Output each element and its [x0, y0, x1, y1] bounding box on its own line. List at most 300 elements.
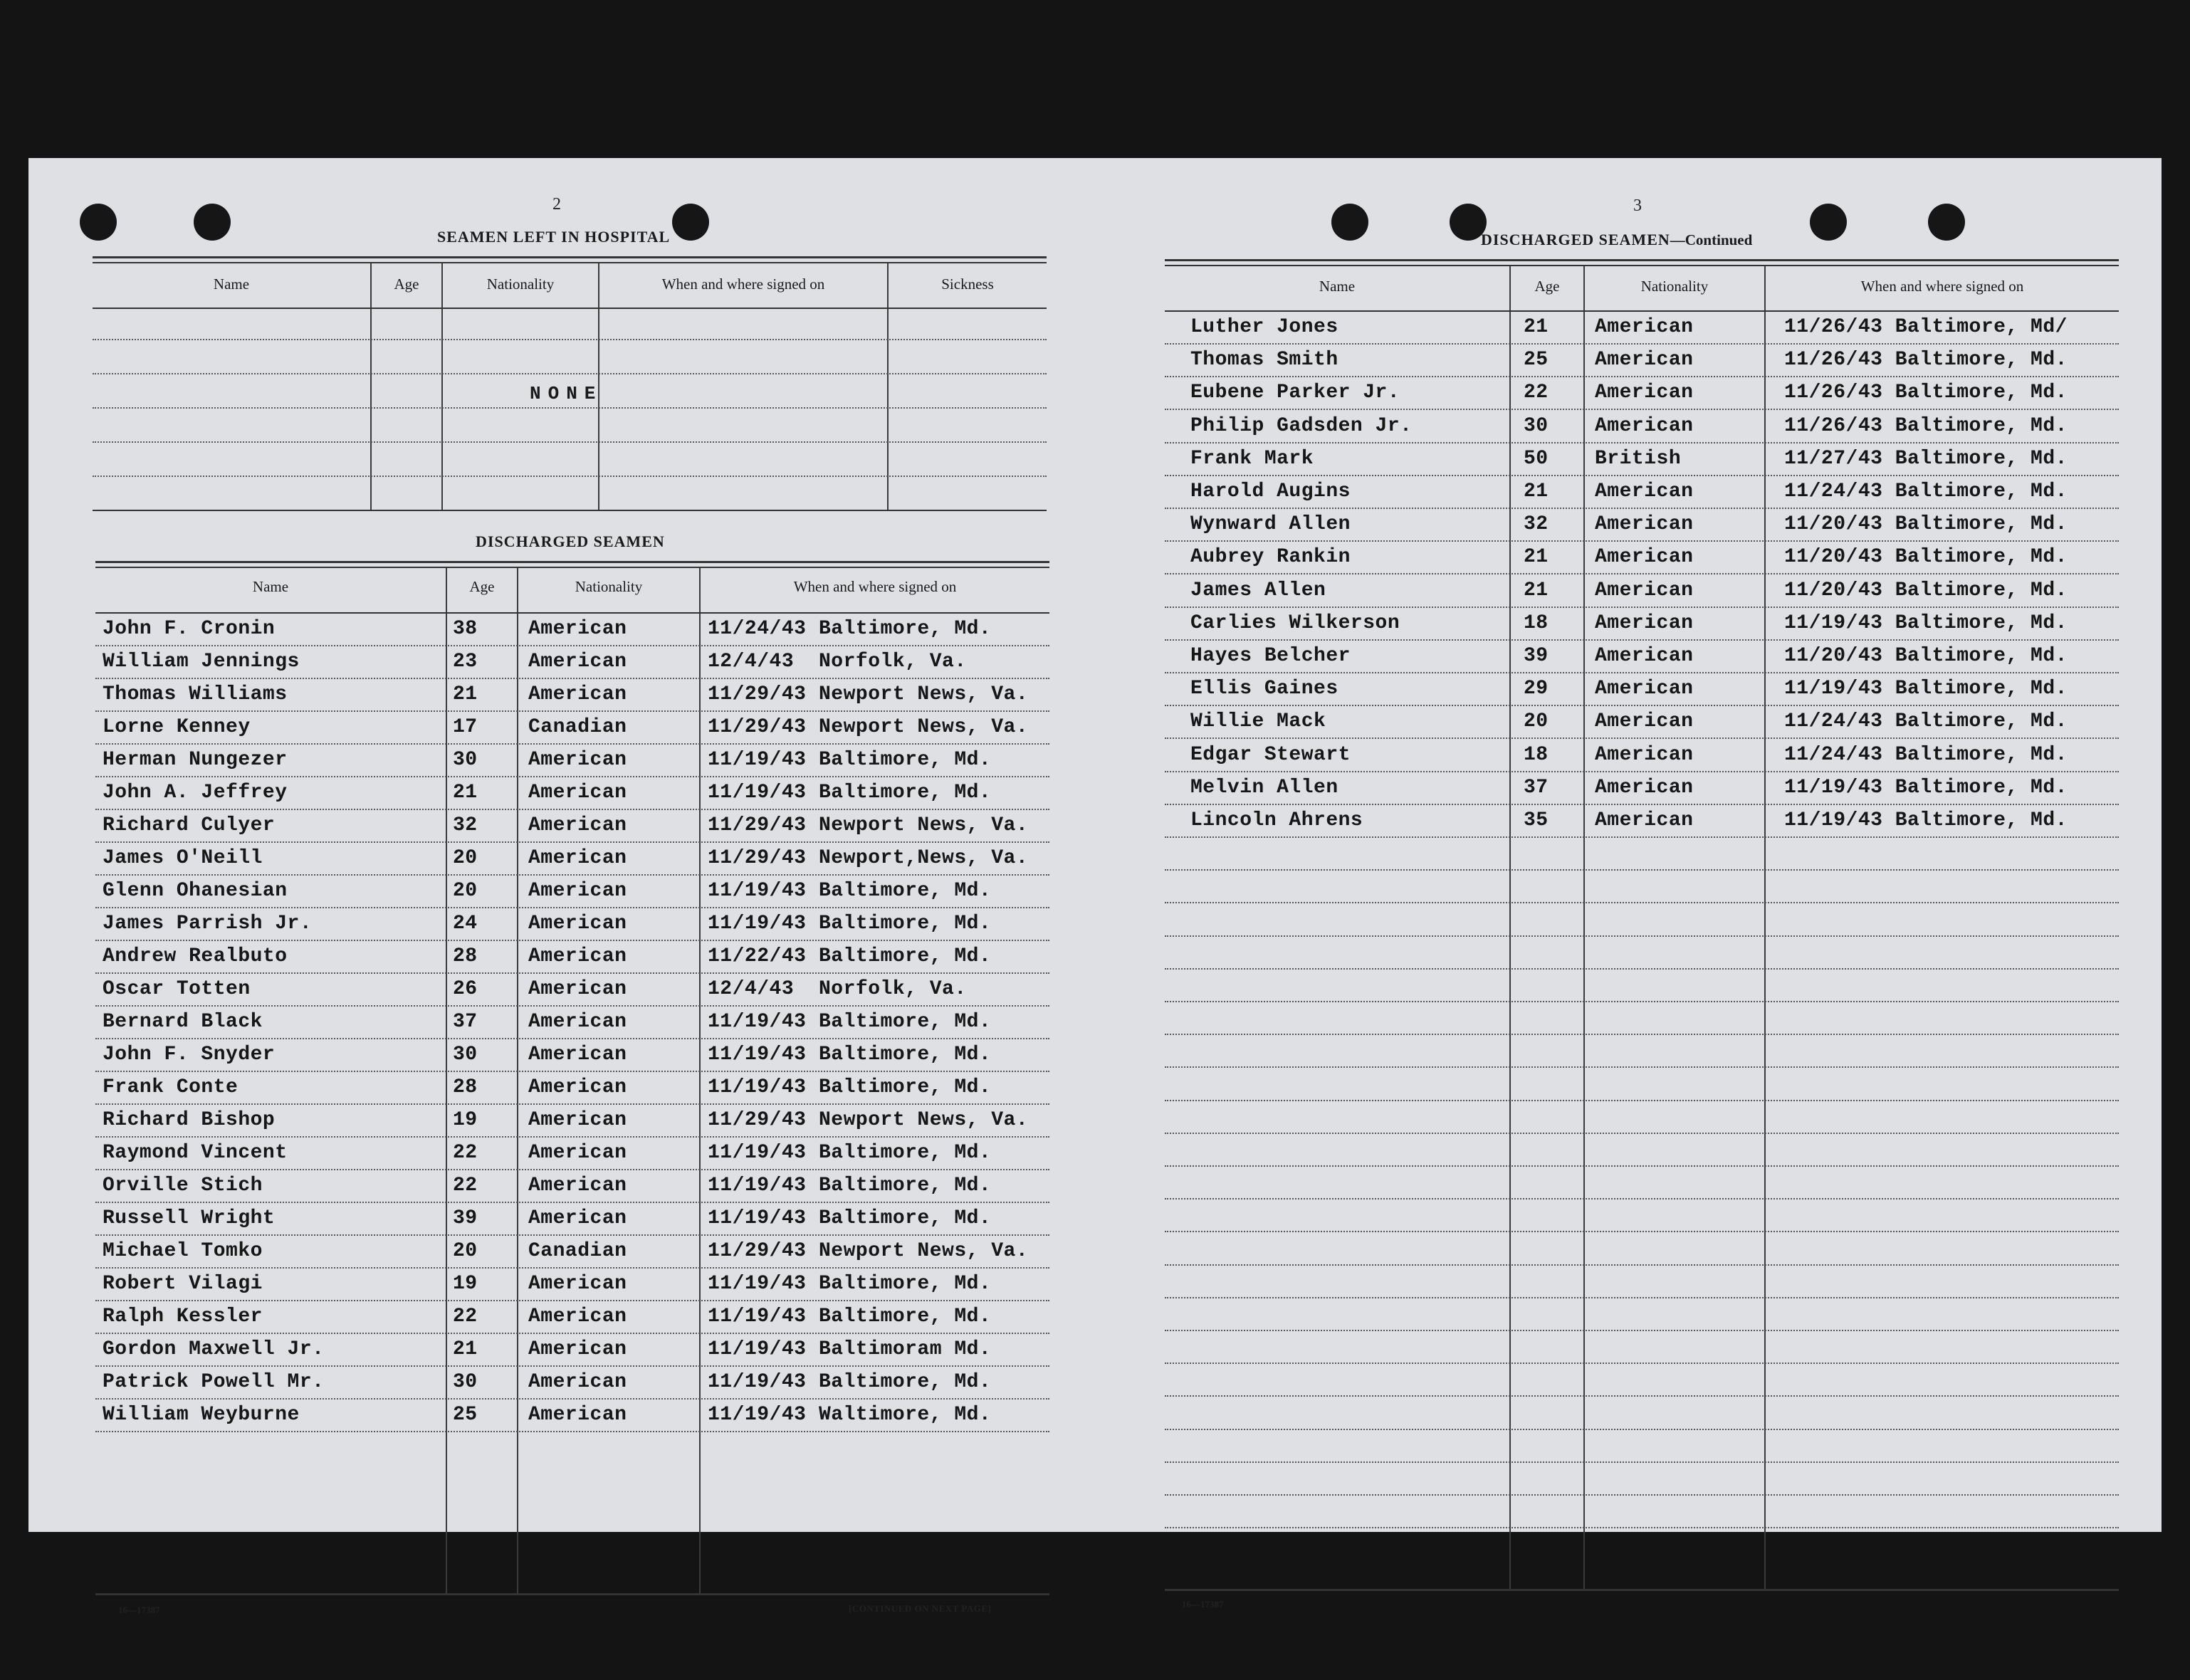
nationality-cell: American [1595, 579, 1694, 602]
place-cell: Baltimore, Md. [819, 1011, 992, 1033]
row-line [95, 1038, 1049, 1039]
row-line [1165, 639, 2119, 641]
date-cell: 11/19/43 [708, 1175, 807, 1197]
name-cell: Russell Wright [103, 1207, 276, 1229]
nationality-cell: American [528, 1011, 627, 1033]
nationality-cell: American [1595, 546, 1694, 568]
signed-on-cell: 11/20/43 Baltimore, Md. [1784, 579, 2068, 602]
date-cell: 11/24/43 [708, 618, 807, 640]
age-cell: 20 [1524, 710, 1549, 733]
nationality-cell: American [528, 1371, 627, 1393]
age-cell: 38 [453, 618, 478, 640]
row-line [1165, 1231, 2119, 1232]
column-divider [1764, 266, 1766, 1589]
age-cell: 18 [1524, 744, 1549, 766]
age-cell: 37 [1524, 777, 1549, 799]
row-line [95, 743, 1049, 745]
date-cell: 11/19/43 [708, 1076, 807, 1098]
row-line [1165, 475, 2119, 476]
name-cell: Glenn Ohanesian [103, 880, 288, 902]
column-divider [441, 263, 443, 510]
signed-on-cell: 11/19/43 Baltimore, Md. [1784, 777, 2068, 799]
date-cell: 11/29/43 [708, 716, 807, 738]
row-line [1165, 442, 2119, 443]
row-line [1165, 1363, 2119, 1364]
row-line [95, 678, 1049, 679]
nationality-cell: American [1595, 382, 1694, 404]
name-cell: James Allen [1190, 579, 1326, 602]
nationality-cell: American [1595, 777, 1694, 799]
age-cell: 21 [1524, 316, 1549, 338]
age-cell: 30 [1524, 415, 1549, 437]
age-cell: 22 [1524, 382, 1549, 404]
nationality-cell: American [528, 847, 627, 869]
nationality-cell: American [528, 683, 627, 705]
row-line [95, 1431, 1049, 1432]
row-line [1165, 409, 2119, 410]
row-line [1165, 573, 2119, 574]
age-cell: 28 [453, 1076, 478, 1098]
header-rule [95, 612, 1049, 614]
punch-hole [194, 204, 231, 241]
place-cell: Baltimore, Md. [819, 1207, 992, 1229]
column-header-name: Name [1319, 278, 1356, 295]
column-header-age: Age [469, 578, 495, 595]
divider [1165, 265, 2119, 266]
age-cell: 30 [453, 749, 478, 771]
date-cell: 11/19/43 [708, 1306, 807, 1328]
age-cell: 26 [453, 978, 478, 1000]
column-header-nationality: Nationality [486, 275, 555, 293]
date-cell: 11/19/43 [708, 1011, 807, 1033]
nationality-cell: American [528, 1207, 627, 1229]
name-cell: William Jennings [103, 651, 300, 673]
nationality-cell: American [528, 749, 627, 771]
column-header-signed-on: When and where signed on [661, 275, 825, 293]
place-cell: Newport News, Va. [819, 683, 1029, 705]
date-cell: 12/4/43 [708, 651, 795, 673]
row-line [95, 1071, 1049, 1072]
nationality-cell: American [1595, 481, 1694, 503]
nationality-cell: American [528, 945, 627, 967]
date-cell: 11/19/43 [708, 913, 807, 935]
discharged-section-title: DISCHARGED SEAMEN [476, 532, 665, 550]
column-divider [370, 263, 372, 510]
place-cell: Norfolk, Va. [819, 651, 967, 673]
row-line [1165, 672, 2119, 673]
row-line [1165, 968, 2119, 970]
name-cell: Patrick Powell Mr. [103, 1371, 325, 1393]
title-suffix: —Continued [1670, 231, 1753, 248]
name-cell: Orville Stich [103, 1175, 263, 1197]
row-line [95, 1398, 1049, 1400]
date-cell: 11/19/43 [708, 1142, 807, 1164]
name-cell: Robert Vilagi [103, 1273, 263, 1295]
age-cell: 21 [1524, 579, 1549, 602]
signed-on-cell: 11/20/43 Baltimore, Md. [1784, 645, 2068, 667]
place-cell: Baltimoram Md. [819, 1338, 992, 1360]
age-cell: 17 [453, 716, 478, 738]
row-line [1165, 1527, 2119, 1528]
nationality-cell: American [528, 1044, 627, 1066]
row-line [1165, 1461, 2119, 1463]
page-number: 2 [552, 195, 561, 214]
column-divider [1583, 266, 1585, 1589]
nationality-cell: American [528, 913, 627, 935]
place-cell: Newport News, Va. [819, 1240, 1029, 1262]
date-cell: 11/19/43 [708, 1273, 807, 1295]
column-header-sickness: Sickness [941, 275, 994, 293]
name-cell: Luther Jones [1190, 316, 1338, 338]
divider [95, 561, 1049, 563]
punch-hole [672, 204, 709, 241]
place-cell: Baltimore, Md. [819, 1076, 992, 1098]
row-line [1165, 1395, 2119, 1397]
name-cell: Andrew Realbuto [103, 945, 288, 967]
age-cell: 22 [453, 1142, 478, 1164]
age-cell: 20 [453, 880, 478, 902]
row-line [1165, 1330, 2119, 1331]
name-cell: James Parrish Jr. [103, 913, 313, 935]
nationality-cell: American [1595, 612, 1694, 634]
name-cell: Thomas Smith [1190, 349, 1338, 371]
age-cell: 37 [453, 1011, 478, 1033]
age-cell: 21 [1524, 481, 1549, 503]
row-line [1165, 1066, 2119, 1068]
row-line [1165, 1034, 2119, 1035]
row-line [93, 373, 1047, 374]
name-cell: Bernard Black [103, 1011, 263, 1033]
age-cell: 39 [453, 1207, 478, 1229]
row-line [1165, 1133, 2119, 1134]
age-cell: 21 [1524, 546, 1549, 568]
date-cell: 11/19/43 [708, 1338, 807, 1360]
place-cell: Newport News, Va. [819, 1109, 1029, 1131]
punch-hole [1928, 204, 1965, 241]
nationality-cell: British [1595, 448, 1682, 470]
nationality-cell: Canadian [528, 1240, 627, 1262]
divider [93, 262, 1047, 263]
name-cell: Ralph Kessler [103, 1306, 263, 1328]
nationality-cell: American [528, 782, 627, 804]
signed-on-cell: 11/26/43 Baltimore, Md/ [1784, 316, 2068, 338]
age-cell: 50 [1524, 448, 1549, 470]
column-divider [699, 568, 701, 1593]
place-cell: Waltimore, Md. [819, 1404, 992, 1426]
row-line [1165, 1264, 2119, 1266]
nationality-cell: American [1595, 415, 1694, 437]
name-cell: Oscar Totten [103, 978, 251, 1000]
place-cell: Baltimore, Md. [819, 1175, 992, 1197]
row-line [95, 874, 1049, 876]
row-line [95, 841, 1049, 843]
name-cell: Frank Conte [103, 1076, 239, 1098]
column-header-name: Name [213, 275, 250, 293]
nationality-cell: American [528, 1273, 627, 1295]
row-line [95, 940, 1049, 941]
age-cell: 21 [453, 1338, 478, 1360]
nationality-cell: American [528, 1076, 627, 1098]
signed-on-cell: 11/24/43 Baltimore, Md. [1784, 481, 2068, 503]
column-header-name: Name [252, 578, 289, 595]
row-line [95, 1136, 1049, 1138]
nationality-cell: American [528, 880, 627, 902]
row-line [95, 1365, 1049, 1367]
age-cell: 25 [1524, 349, 1549, 371]
name-cell: Gordon Maxwell Jr. [103, 1338, 325, 1360]
name-cell: Lincoln Ahrens [1190, 809, 1363, 831]
row-line [1165, 771, 2119, 772]
name-cell: Raymond Vincent [103, 1142, 288, 1164]
name-cell: Harold Augins [1190, 481, 1351, 503]
continued-note: [CONTINUED ON NEXT PAGE] [849, 1603, 992, 1614]
column-divider [517, 568, 518, 1593]
place-cell: Baltimore, Md. [819, 749, 992, 771]
age-cell: 30 [453, 1044, 478, 1066]
row-line [1165, 376, 2119, 377]
signed-on-cell: 11/27/43 Baltimore, Md. [1784, 448, 2068, 470]
age-cell: 25 [453, 1404, 478, 1426]
name-cell: Carlies Wilkerson [1190, 612, 1400, 634]
row-line [1165, 540, 2119, 542]
nationality-cell: American [528, 1175, 627, 1197]
row-line [95, 776, 1049, 777]
age-cell: 20 [453, 1240, 478, 1262]
place-cell: Baltimore, Md. [819, 1273, 992, 1295]
place-cell: Newport News, Va. [819, 814, 1029, 836]
divider [95, 567, 1049, 568]
name-cell: Willie Mack [1190, 710, 1326, 733]
row-line [95, 1300, 1049, 1301]
name-cell: James O'Neill [103, 847, 263, 869]
nationality-cell: American [1595, 744, 1694, 766]
name-cell: John F. Snyder [103, 1044, 276, 1066]
name-cell: Richard Bishop [103, 1109, 276, 1131]
place-cell: Baltimore, Md. [819, 1142, 992, 1164]
age-cell: 18 [1524, 612, 1549, 634]
date-cell: 11/29/43 [708, 1240, 807, 1262]
row-line [1165, 1198, 2119, 1199]
age-cell: 21 [453, 683, 478, 705]
age-cell: 19 [453, 1109, 478, 1131]
age-cell: 32 [453, 814, 478, 836]
date-cell: 11/22/43 [708, 945, 807, 967]
nationality-cell: American [528, 651, 627, 673]
punch-hole [80, 204, 117, 241]
column-header-signed-on: When and where signed on [1860, 278, 2024, 295]
name-cell: Melvin Allen [1190, 777, 1338, 799]
nationality-cell: American [1595, 645, 1694, 667]
row-line [93, 476, 1047, 477]
hospital-section-title: SEAMEN LEFT IN HOSPITAL [437, 228, 671, 246]
age-cell: 21 [453, 782, 478, 804]
name-cell: Lorne Kenney [103, 716, 251, 738]
age-cell: 30 [453, 1371, 478, 1393]
divider [1165, 259, 2119, 261]
signed-on-cell: 11/20/43 Baltimore, Md. [1784, 546, 2068, 568]
signed-on-cell: 11/26/43 Baltimore, Md. [1784, 382, 2068, 404]
name-cell: Philip Gadsden Jr. [1190, 415, 1413, 437]
age-cell: 29 [1524, 678, 1549, 700]
row-line [93, 407, 1047, 409]
signed-on-cell: 11/26/43 Baltimore, Md. [1784, 415, 2068, 437]
place-cell: Baltimore, Md. [819, 1044, 992, 1066]
name-cell: Michael Tomko [103, 1240, 263, 1262]
nationality-cell: American [1595, 349, 1694, 371]
place-cell: Baltimore, Md. [819, 945, 992, 967]
column-header-age: Age [1534, 278, 1560, 295]
page-number: 3 [1633, 196, 1642, 215]
age-cell: 39 [1524, 645, 1549, 667]
discharged-continued-title [1481, 231, 1752, 249]
row-line [1165, 1429, 2119, 1430]
signed-on-cell: 11/24/43 Baltimore, Md. [1784, 710, 2068, 733]
nationality-cell: American [1595, 513, 1694, 535]
place-cell: Newport,News, Va. [819, 847, 1029, 869]
signed-on-cell: 11/20/43 Baltimore, Md. [1784, 513, 2068, 535]
date-cell: 11/19/43 [708, 1207, 807, 1229]
row-line [95, 1103, 1049, 1105]
row-line [1165, 935, 2119, 937]
age-cell: 19 [453, 1273, 478, 1295]
name-cell: Richard Culyer [103, 814, 276, 836]
form-number: 16—17387 [1182, 1599, 1224, 1610]
column-divider [1509, 266, 1511, 1589]
nationality-cell: American [1595, 678, 1694, 700]
row-line [95, 645, 1049, 646]
nationality-cell: American [1595, 710, 1694, 733]
date-cell: 12/4/43 [708, 978, 795, 1000]
row-line [1165, 869, 2119, 871]
date-cell: 11/19/43 [708, 782, 807, 804]
document-sheet [28, 158, 2162, 1615]
name-cell: Frank Mark [1190, 448, 1314, 470]
nationality-cell: American [528, 1404, 627, 1426]
nationality-cell: American [528, 1338, 627, 1360]
name-cell: Aubrey Rankin [1190, 546, 1351, 568]
nationality-cell: American [528, 1109, 627, 1131]
row-line [95, 1267, 1049, 1269]
divider [93, 510, 1047, 511]
signed-on-cell: 11/26/43 Baltimore, Md. [1784, 349, 2068, 371]
age-cell: 24 [453, 913, 478, 935]
row-line [1165, 1100, 2119, 1101]
age-cell: 28 [453, 945, 478, 967]
column-header-signed-on: When and where signed on [793, 578, 957, 595]
age-cell: 23 [453, 651, 478, 673]
place-cell: Baltimore, Md. [819, 782, 992, 804]
name-cell: Thomas Williams [103, 683, 288, 705]
row-line [1165, 508, 2119, 509]
nationality-cell: American [528, 1142, 627, 1164]
punch-hole [1331, 204, 1368, 241]
row-line [95, 1005, 1049, 1007]
row-line [93, 441, 1047, 443]
nationality-cell: Canadian [528, 716, 627, 738]
row-line [1165, 902, 2119, 903]
form-number: 16—17387 [118, 1605, 160, 1615]
place-cell: Baltimore, Md. [819, 1371, 992, 1393]
title-text: DISCHARGED SEAMEN [1481, 231, 1670, 248]
row-line [95, 710, 1049, 712]
signed-on-cell: 11/19/43 Baltimore, Md. [1784, 809, 2068, 831]
row-line [95, 972, 1049, 974]
name-cell: Wynward Allen [1190, 513, 1351, 535]
date-cell: 11/29/43 [708, 814, 807, 836]
date-cell: 11/19/43 [708, 1371, 807, 1393]
place-cell: Baltimore, Md. [819, 1306, 992, 1328]
header-rule [93, 308, 1047, 309]
row-line [95, 1169, 1049, 1170]
nationality-cell: American [528, 618, 627, 640]
column-header-age: Age [394, 275, 419, 293]
row-line [95, 809, 1049, 810]
row-line [1165, 607, 2119, 608]
row-line [95, 1202, 1049, 1203]
nationality-cell: American [528, 978, 627, 1000]
row-line [95, 1234, 1049, 1236]
row-line [1165, 705, 2119, 706]
nationality-cell: American [1595, 809, 1694, 831]
place-cell: Baltimore, Md. [819, 618, 992, 640]
row-line [1165, 836, 2119, 838]
header-rule [1165, 310, 2119, 312]
nationality-cell: American [528, 1306, 627, 1328]
name-cell: John A. Jeffrey [103, 782, 288, 804]
date-cell: 11/29/43 [708, 1109, 807, 1131]
row-line [1165, 804, 2119, 805]
date-cell: 11/29/43 [708, 847, 807, 869]
age-cell: 35 [1524, 809, 1549, 831]
row-line [1165, 1001, 2119, 1002]
divider [93, 256, 1047, 258]
column-divider [446, 568, 447, 1593]
none-entry: NONE [530, 383, 603, 404]
age-cell: 32 [1524, 513, 1549, 535]
age-cell: 22 [453, 1175, 478, 1197]
date-cell: 11/19/43 [708, 1044, 807, 1066]
place-cell: Baltimore, Md. [819, 913, 992, 935]
name-cell: Eubene Parker Jr. [1190, 382, 1400, 404]
signed-on-cell: 11/19/43 Baltimore, Md. [1784, 678, 2068, 700]
row-line [95, 907, 1049, 908]
row-line [1165, 737, 2119, 739]
nationality-cell: American [528, 814, 627, 836]
column-header-nationality: Nationality [575, 578, 643, 595]
column-divider [887, 263, 889, 510]
signed-on-cell: 11/24/43 Baltimore, Md. [1784, 744, 2068, 766]
punch-hole [1810, 204, 1847, 241]
date-cell: 11/19/43 [708, 749, 807, 771]
date-cell: 11/19/43 [708, 1404, 807, 1426]
divider [1165, 1589, 2119, 1591]
column-header-nationality: Nationality [1640, 278, 1709, 295]
place-cell: Newport News, Va. [819, 716, 1029, 738]
name-cell: Hayes Belcher [1190, 645, 1351, 667]
age-cell: 22 [453, 1306, 478, 1328]
signed-on-cell: 11/19/43 Baltimore, Md. [1784, 612, 2068, 634]
row-line [1165, 1297, 2119, 1298]
name-cell: William Weyburne [103, 1404, 300, 1426]
nationality-cell: American [1595, 316, 1694, 338]
row-line [93, 339, 1047, 340]
row-line [95, 1333, 1049, 1334]
name-cell: Edgar Stewart [1190, 744, 1351, 766]
date-cell: 11/29/43 [708, 683, 807, 705]
row-line [1165, 1494, 2119, 1496]
place-cell: Norfolk, Va. [819, 978, 967, 1000]
name-cell: John F. Cronin [103, 618, 276, 640]
